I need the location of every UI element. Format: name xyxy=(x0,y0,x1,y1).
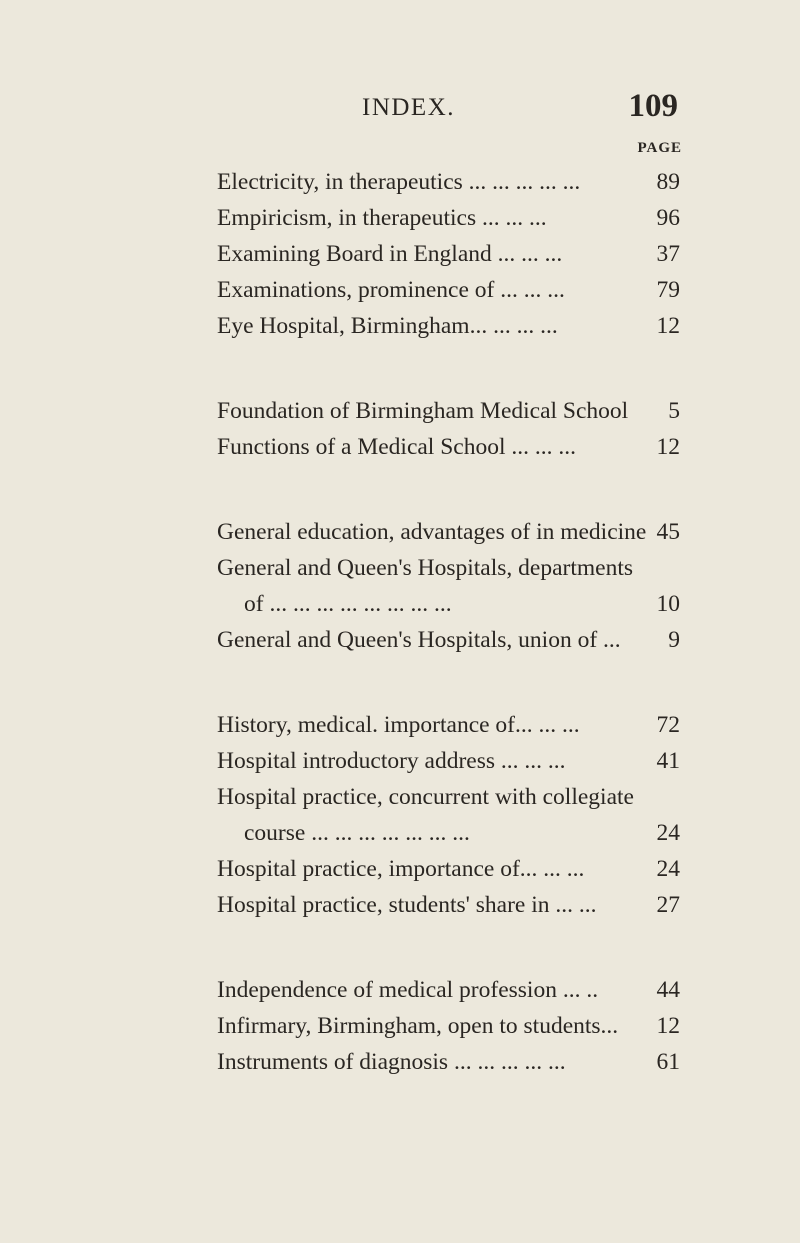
index-entry xyxy=(0,707,800,743)
index-entry xyxy=(0,550,800,586)
page-number: 109 xyxy=(628,88,678,124)
index-entry xyxy=(0,164,800,200)
running-head xyxy=(0,88,800,128)
entry-text: course ... ... ... ... ... ... ... xyxy=(244,820,470,846)
index-entry xyxy=(0,308,800,344)
entry-text: Functions of a Medical School ... ... ... xyxy=(217,434,576,460)
index-entry-continuation xyxy=(0,586,800,622)
entry-page: 24 xyxy=(656,856,680,882)
entry-text: Instruments of diagnosis ... ... ... ... ... xyxy=(217,1049,566,1075)
entry-text: History, medical. importance of... ... ... xyxy=(217,712,580,738)
entry-text: Hospital practice, importance of... ... ... xyxy=(217,856,585,882)
entry-text: Independence of medical profession ... .. xyxy=(217,977,599,1003)
entry-page: 96 xyxy=(656,205,680,231)
entry-text: Hospital introductory address ... ... ... xyxy=(217,748,566,774)
entry-text: of ... ... ... ... ... ... ... ... xyxy=(244,591,452,617)
entry-page: 61 xyxy=(656,1049,680,1075)
entry-page: 12 xyxy=(656,434,680,460)
index-entry xyxy=(0,514,800,550)
entry-text: Foundation of Birmingham Medical School xyxy=(217,398,629,424)
entry-text: General and Queen's Hospitals, union of ... xyxy=(217,627,621,653)
index-entry xyxy=(0,1044,800,1080)
entry-text: Empiricism, in therapeutics ... ... ... xyxy=(217,205,547,231)
entry-text: Examinations, prominence of ... ... ... xyxy=(217,277,565,303)
entry-page: 12 xyxy=(656,313,680,339)
entry-page: 24 xyxy=(656,820,680,846)
index-entry xyxy=(0,622,800,658)
entry-page: 5 xyxy=(668,398,680,424)
index-entry xyxy=(0,743,800,779)
entry-page: 89 xyxy=(656,169,680,195)
index-entries xyxy=(0,164,800,1080)
index-entry xyxy=(0,779,800,815)
index-entry xyxy=(0,887,800,923)
index-entry xyxy=(0,200,800,236)
index-entry xyxy=(0,972,800,1008)
index-entry xyxy=(0,393,800,429)
entry-text: Hospital practice, students' share in ... ... xyxy=(217,892,597,918)
entry-page: 9 xyxy=(668,627,680,653)
entry-page: 44 xyxy=(656,977,680,1003)
entry-page: 79 xyxy=(656,277,680,303)
entry-page: 27 xyxy=(656,892,680,918)
entry-page: 72 xyxy=(656,712,680,738)
entry-text: Eye Hospital, Birmingham... ... ... ... xyxy=(217,313,558,339)
page-column-label: PAGE xyxy=(637,140,682,156)
entry-text: General and Queen's Hospitals, departments xyxy=(217,555,634,581)
entry-page: 41 xyxy=(656,748,680,774)
entry-text: General education, advantages of in medicine xyxy=(217,519,647,545)
entry-page: 12 xyxy=(656,1013,680,1039)
entry-text: Hospital practice, concurrent with collegiate xyxy=(217,784,634,810)
index-entry-continuation xyxy=(0,815,800,851)
index-heading: INDEX. xyxy=(362,94,456,121)
index-entry xyxy=(0,272,800,308)
entry-page: 10 xyxy=(656,591,680,617)
entry-text: Infirmary, Birmingham, open to students... xyxy=(217,1013,619,1039)
entry-text: Examining Board in England ... ... ... xyxy=(217,241,563,267)
entry-page: 45 xyxy=(656,519,680,545)
index-entry xyxy=(0,851,800,887)
index-entry xyxy=(0,236,800,272)
index-entry xyxy=(0,1008,800,1044)
entry-text: Electricity, in therapeutics ... ... ... ... ... xyxy=(217,169,581,195)
entry-page: 37 xyxy=(656,241,680,267)
index-entry xyxy=(0,429,800,465)
